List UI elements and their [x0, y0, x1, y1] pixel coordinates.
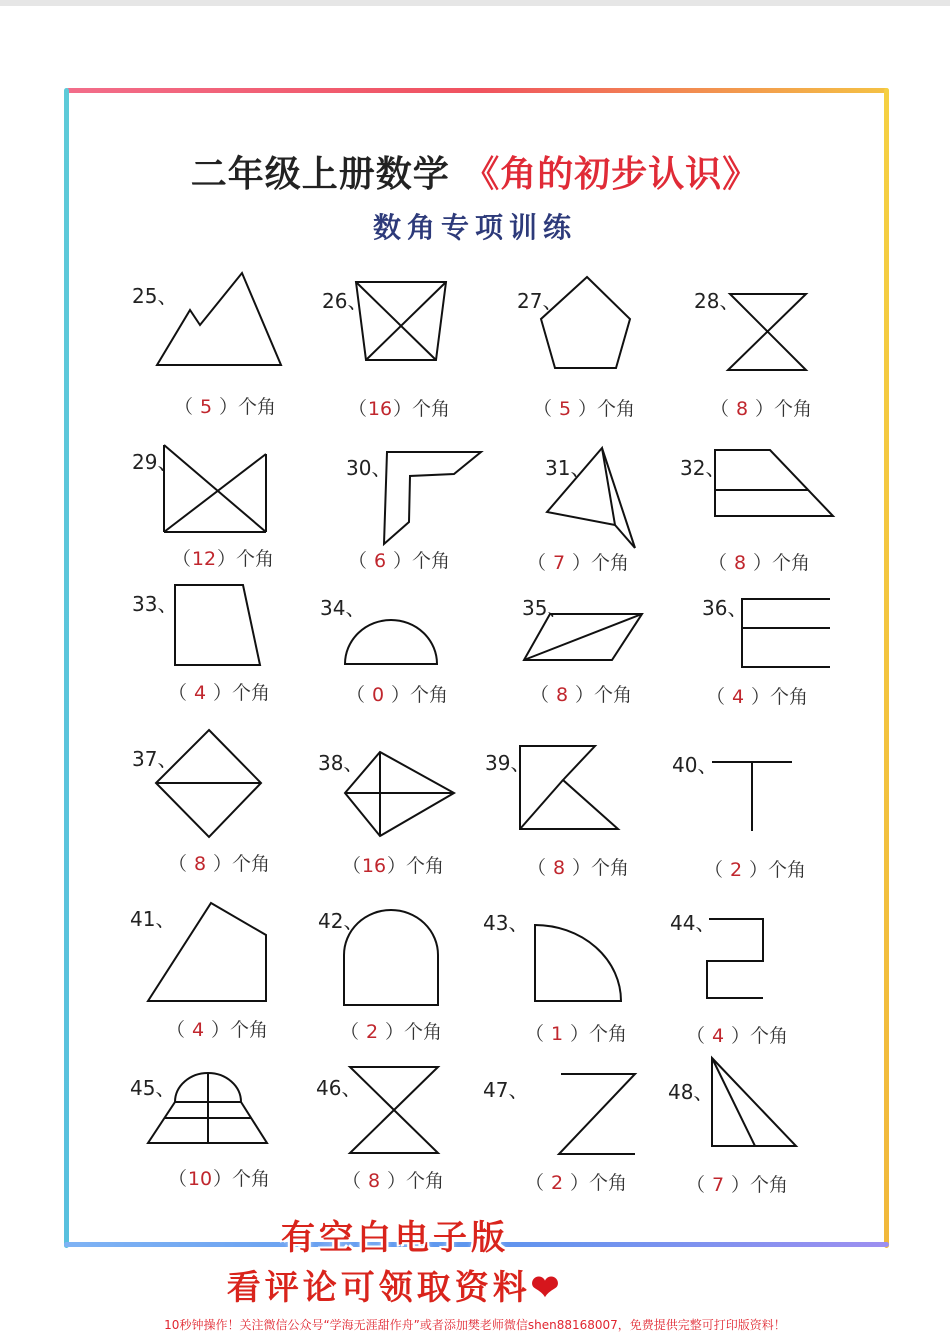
answer-label: （16）个角 [348, 398, 451, 420]
page-subtitle: 数角专项训练 [372, 211, 577, 244]
exercise-figure [694, 270, 884, 390]
footer-notice: 10秒钟操作！关注微信公众号“学海无涯甜作舟”或者添加樊老师微信shen88168007，免费提供完整可打印版资料！ [164, 1318, 786, 1332]
exercise-number: 31、 [545, 456, 591, 480]
answer-value: 8 [552, 857, 566, 879]
exercise-number: 27、 [517, 289, 563, 313]
answer-label: （ 4 ）个角 [168, 682, 271, 704]
answer-label: （ 7 ）个角 [686, 1174, 789, 1196]
answer-value: 8 [733, 552, 747, 574]
exercise-item [483, 725, 673, 885]
answer-value: 6 [373, 550, 387, 572]
exercise-number: 28、 [694, 289, 740, 313]
exercise-item [316, 1060, 506, 1220]
exercise-item [694, 270, 884, 430]
exercise-number: 29、 [132, 450, 178, 474]
frame-border-top [66, 88, 889, 93]
answer-value: 5 [558, 398, 572, 420]
answer-value: 8 [367, 1170, 381, 1192]
exercise-number: 34、 [320, 596, 366, 620]
exercise-figure [130, 440, 320, 560]
exercise-item [483, 1060, 673, 1220]
exercise-figure [680, 440, 870, 560]
exercise-item [130, 580, 320, 740]
exercise-number: 44、 [670, 911, 716, 935]
answer-value: 4 [731, 686, 745, 708]
answer-label: （ 1 ）个角 [525, 1023, 628, 1045]
answer-value: 16 [361, 855, 387, 877]
answer-label: （ 8 ）个角 [708, 552, 811, 574]
exercise-item [130, 270, 320, 430]
exercise-figure [322, 270, 512, 390]
exercise-item [130, 440, 320, 600]
answer-value: 16 [367, 398, 393, 420]
answer-label: （ 6 ）个角 [348, 550, 451, 572]
answer-label: （16）个角 [342, 855, 445, 877]
exercise-item [515, 270, 705, 430]
page-title [0, 146, 950, 197]
answer-label: （ 4 ）个角 [166, 1019, 269, 1041]
exercise-figure [515, 270, 705, 390]
title-main: 二年级上册数学 [190, 154, 450, 195]
answer-value: 2 [729, 859, 743, 881]
exercise-figure [130, 270, 320, 390]
top-bar [0, 0, 950, 6]
exercise-figure [668, 1050, 858, 1170]
exercise-number: 48、 [668, 1080, 714, 1104]
exercise-figure [670, 725, 860, 855]
exercise-number: 38、 [318, 751, 364, 775]
exercise-item [130, 895, 320, 1055]
exercise-figure [130, 895, 320, 1015]
answer-label: （ 7 ）个角 [527, 552, 630, 574]
exercise-item [318, 725, 508, 885]
exercise-figure [130, 725, 320, 855]
answer-value: 4 [191, 1019, 205, 1041]
exercise-item [316, 895, 506, 1055]
exercise-item [515, 440, 705, 600]
frame-border-left [64, 88, 69, 1248]
exercise-item [322, 270, 512, 430]
exercise-figure [318, 725, 508, 855]
promo-line-2 [0, 1260, 790, 1309]
exercise-number: 37、 [132, 747, 178, 771]
answer-value: 0 [371, 684, 385, 706]
answer-value: 10 [187, 1168, 213, 1190]
exercise-item [668, 1050, 858, 1210]
answer-value: 8 [555, 684, 569, 706]
answer-value: 8 [193, 853, 207, 875]
exercise-item [483, 895, 673, 1055]
answer-value: 2 [550, 1172, 564, 1194]
answer-label: （ 2 ）个角 [340, 1021, 443, 1043]
title-highlight: 《角的初步认识》 [463, 154, 760, 195]
exercise-number: 35、 [522, 596, 568, 620]
exercise-number: 41、 [130, 907, 176, 931]
answer-label: （ 4 ）个角 [706, 686, 809, 708]
exercise-number: 33、 [132, 592, 178, 616]
answer-value: 5 [199, 396, 213, 418]
answer-label: （ 5 ）个角 [533, 398, 636, 420]
exercise-item [130, 725, 320, 885]
exercise-number: 40、 [672, 753, 718, 777]
exercise-item [318, 580, 508, 740]
exercise-figure [316, 895, 506, 1015]
exercise-number: 26、 [322, 289, 368, 313]
answer-label: （ 8 ）个角 [168, 853, 271, 875]
exercise-figure [515, 440, 705, 560]
answer-label: （ 8 ）个角 [710, 398, 813, 420]
answer-value: 12 [191, 548, 217, 570]
answer-value: 8 [735, 398, 749, 420]
answer-label: （ 8 ）个角 [527, 857, 630, 879]
answer-label: （ 5 ）个角 [174, 396, 277, 418]
answer-label: （ 8 ）个角 [530, 684, 633, 706]
answer-label: （ 4 ）个角 [686, 1025, 789, 1047]
exercise-item [670, 895, 860, 1055]
exercise-figure [483, 725, 673, 855]
exercise-number: 25、 [132, 284, 178, 308]
exercise-item [680, 440, 870, 600]
exercise-number: 30、 [346, 456, 392, 480]
exercise-item [130, 1060, 320, 1220]
answer-value: 4 [193, 682, 207, 704]
exercise-figure [130, 1060, 320, 1180]
answer-label: （ 8 ）个角 [342, 1170, 445, 1192]
exercise-figure [316, 1060, 506, 1180]
exercise-number: 42、 [318, 909, 364, 933]
answer-value: 1 [550, 1023, 564, 1045]
exercise-item [670, 725, 860, 885]
answer-label: （ 2 ）个角 [525, 1172, 628, 1194]
exercise-number: 43、 [483, 911, 529, 935]
answer-value: 7 [711, 1174, 725, 1196]
exercise-number: 46、 [316, 1076, 362, 1100]
exercise-number: 39、 [485, 751, 531, 775]
heart-icon: ❤ [530, 1268, 564, 1308]
answer-label: （ 2 ）个角 [704, 859, 807, 881]
answer-value: 7 [552, 552, 566, 574]
exercise-number: 32、 [680, 456, 726, 480]
answer-label: （10）个角 [168, 1168, 271, 1190]
promo-line-1: 有空白电子版 [281, 1218, 509, 1258]
exercise-figure [483, 1060, 673, 1180]
answer-label: （ 0 ）个角 [346, 684, 449, 706]
exercise-number: 45、 [130, 1076, 176, 1100]
exercise-item [346, 440, 536, 600]
answer-value: 2 [365, 1021, 379, 1043]
exercise-number: 47、 [483, 1078, 529, 1102]
exercise-figure [346, 440, 536, 560]
exercise-number: 36、 [702, 596, 748, 620]
answer-label: （12）个角 [172, 548, 275, 570]
answer-value: 4 [711, 1025, 725, 1047]
promo-line-2-text: 看评论可领取资料 [226, 1268, 531, 1308]
exercise-figure [670, 895, 860, 1015]
exercise-item [520, 580, 710, 740]
exercise-item [700, 580, 890, 740]
exercise-figure [483, 895, 673, 1015]
